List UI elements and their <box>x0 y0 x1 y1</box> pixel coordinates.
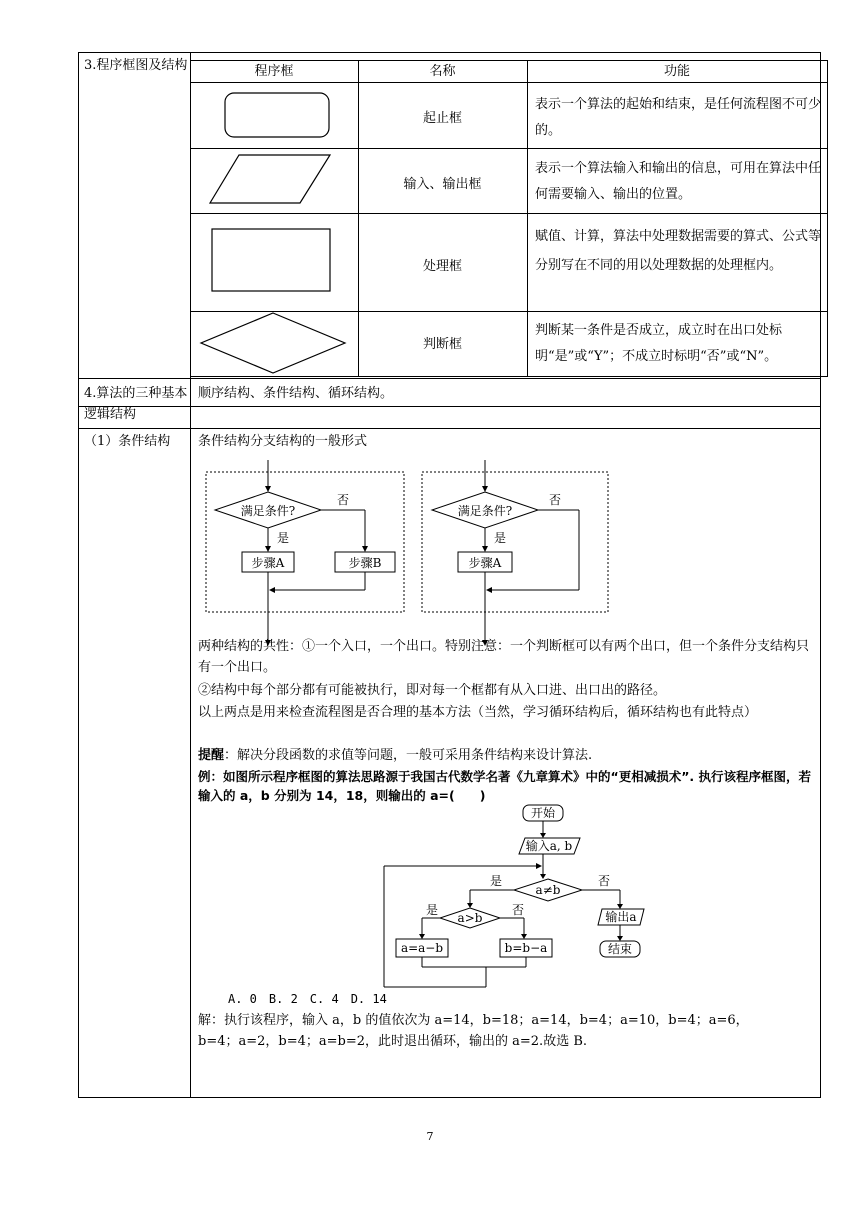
section4-content: 顺序结构、条件结构、循环结构。 <box>198 386 394 401</box>
func-decision: 判断某一条件是否成立，成立时在出口处标明“是”或“Y”；不成立时标明“否”或“N”。 <box>535 323 783 364</box>
cond-section-label: （1）条件结构 <box>84 434 171 449</box>
section3-label: 3.程序框图及结构 <box>84 58 188 73</box>
para-commonality: 两种结构的共性：①一个入口，一个出口。特别注意：一个判断框可以有两个出口，但一个条件分支结构只有一个出口。 <box>198 639 810 675</box>
flow-output: 输出a <box>605 910 637 924</box>
d1-yes-label: 是 <box>277 531 290 545</box>
para-check-method: 以上两点是用来检查流程图是否合理的基本方法（当然，学习循环结构后，循环结构也有此特点） <box>198 705 758 720</box>
answer-options: A. 0 B. 2 C. 4 D. 14 <box>228 992 387 1006</box>
func-process: 赋值、计算，算法中处理数据需要的算式、公式等分别写在不同的用以处理数据的处理框内。 <box>535 229 822 273</box>
d1-stepA: 步骤A <box>251 556 285 570</box>
header-shape: 程序框 <box>254 64 294 79</box>
cond-section-title: 条件结构分支结构的一般形式 <box>198 434 368 449</box>
name-decision: 判断框 <box>422 337 462 352</box>
flow-assign1: a=a−b <box>400 941 444 955</box>
name-terminal: 起止框 <box>422 111 462 126</box>
d2-yes-label: 是 <box>494 531 507 545</box>
solution-line2: b=4；a=2，b=4；a=b=2，此时退出循环，输出的 a=2.故选 B. <box>198 1034 588 1049</box>
header-name: 名称 <box>429 64 456 79</box>
d1-cond-text: 满足条件? <box>240 504 296 518</box>
d2-no-label: 否 <box>549 493 562 507</box>
func-io: 表示一个算法输入和输出的信息，可用在算法中任何需要输入、输出的位置。 <box>535 161 822 202</box>
flow-cond1: a≠b <box>535 883 561 897</box>
flow-assign2: b=b−a <box>504 941 548 955</box>
flow-cond2: a>b <box>457 911 483 925</box>
flow-no1: 否 <box>598 874 611 888</box>
flow-input: 输入a, b <box>525 839 573 853</box>
flow-yes2: 是 <box>426 903 439 917</box>
tip-text: ：解决分段函数的求值等问题，一般可采用条件结构来设计算法. <box>224 748 593 763</box>
func-terminal: 表示一个算法的起始和结束，是任何流程图不可少的。 <box>535 97 822 138</box>
d2-cond-text: 满足条件? <box>457 504 513 518</box>
d2-stepA: 步骤A <box>468 556 502 570</box>
cond-diagram-two-branch <box>205 460 405 646</box>
para-every-part: ②结构中每个部分都有可能被执行，即对每一个框都有从入口进、出口出的路径。 <box>198 683 667 698</box>
decision-shape <box>200 312 346 374</box>
flow-yes1: 是 <box>490 874 503 888</box>
example-flowchart <box>380 804 660 990</box>
tip-label: 提醒 <box>198 748 225 763</box>
section4-label: 4.算法的三种基本逻辑结构 <box>84 386 188 422</box>
d1-no-label: 否 <box>337 493 350 507</box>
d1-stepB: 步骤B <box>348 556 382 570</box>
io-shape <box>209 154 331 204</box>
name-process: 处理框 <box>422 259 462 274</box>
flow-start: 开始 <box>530 806 556 820</box>
solution-line1: 解：执行该程序，输入 a，b 的值依次为 a=14，b=18；a=14，b=4；a=10，b=4；a=6， <box>198 1013 749 1028</box>
tip-line <box>198 745 816 766</box>
flow-no2: 否 <box>512 903 525 917</box>
page-number: 7 <box>426 1130 434 1143</box>
name-io: 输入、输出框 <box>403 177 482 192</box>
cond-diagram-single-branch <box>421 460 609 646</box>
header-function: 功能 <box>663 64 690 79</box>
terminal-shape <box>224 92 330 138</box>
process-shape <box>211 228 331 292</box>
example-question: 例：如图所示程序框图的算法思路源于我国古代数学名著《九章算术》中的“更相减损术”. 执行该程序框图，若输入的 a，b 分别为 14，18，则输出的 a=( ) <box>198 769 812 803</box>
flow-end: 结束 <box>607 942 633 956</box>
